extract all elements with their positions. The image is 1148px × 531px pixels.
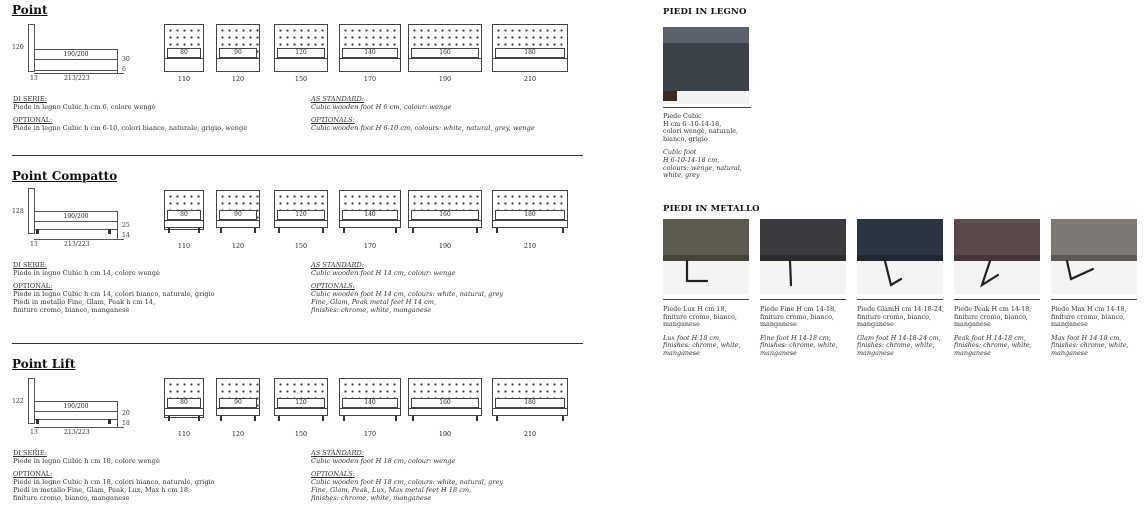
foot-left: [220, 416, 222, 421]
bed-base: [164, 220, 204, 228]
mattress-width-label: 80: [167, 398, 201, 408]
en-standard-text: Cubic wooden foot H 18 cm, colour: wenge: [311, 457, 456, 465]
metal-feet-title: PIEDI IN METALLO: [663, 204, 760, 214]
bed-base: [339, 58, 401, 72]
en-standard-text: Cubic wooden foot H 6 cm, colour: wenge: [311, 103, 452, 111]
english-specs: [311, 95, 601, 132]
en-optional-line: Fine, Glam, Peak metal feet H 14 cm,: [311, 298, 437, 306]
foot-right: [322, 416, 324, 421]
it-series-text: Piede in legno Cubic h cm 18, colore wengè: [13, 457, 160, 465]
caption-en-line: finishes: chrome, white,: [760, 341, 838, 350]
mattress-width-label: 140: [342, 48, 398, 58]
overall-width-label: 190: [438, 75, 452, 83]
mattress-width-label: 80: [167, 48, 201, 58]
en-optional-line: Cubic wooden foot H 18 cm, colours: white, natural, grey: [311, 478, 504, 486]
bed-base: [274, 408, 328, 416]
caption-en-line: manganese: [954, 348, 991, 357]
bed-front-view-90: [216, 24, 260, 83]
bed-base: [408, 408, 482, 416]
foot-left: [36, 419, 39, 424]
caption-en-line: finishes: chrome, white,: [954, 341, 1032, 350]
bed-front-view-90: [216, 190, 260, 250]
dimension-line: [117, 408, 118, 428]
en-optional-line: finishes: chrome, white, manganese: [311, 494, 432, 502]
bed-front-view-80: [164, 190, 204, 250]
sofa-base: [663, 43, 749, 91]
height-dimension: 122: [12, 398, 24, 405]
overall-width-label: 110: [177, 242, 191, 250]
italian-specs: [13, 261, 303, 314]
it-optional-line: Piede in legno Cubic h cm 6-10, colori bianco, naturale, grigio, wengè: [13, 124, 248, 132]
metal-foot-caption: [954, 306, 1046, 358]
english-specs: [311, 261, 601, 314]
metal-foot-caption: [1051, 306, 1143, 358]
metal-leg-icon: [1051, 219, 1137, 294]
side-view-diagram: [28, 378, 128, 428]
metal-leg-icon: [857, 219, 943, 294]
metal-foot-caption: [760, 306, 852, 358]
mattress-label: 190/200: [34, 211, 118, 222]
length-dimension: 213/223: [64, 241, 90, 248]
it-series-heading: DI SERIE:: [13, 449, 47, 457]
overall-width-label: 120: [231, 430, 245, 438]
overall-width-label: 190: [438, 242, 452, 250]
it-optional-heading: OPTIONAL:: [13, 116, 53, 124]
mattress-label: 190/200: [34, 49, 118, 60]
bed-front-view-140: [339, 378, 401, 438]
foot-left: [496, 228, 498, 233]
caption-en-line: Lux foot H 18 cm,: [663, 333, 722, 342]
caption-rule: [857, 299, 943, 300]
caption-en-line: Fine foot H 14-18 cm,: [760, 333, 831, 342]
caption-it-line: finiture cromo, bianco,: [954, 312, 1028, 321]
metal-foot-photo-3: [954, 219, 1040, 294]
foot-left: [412, 228, 414, 233]
frame-dimension: 25: [122, 222, 130, 229]
bed-base: [274, 220, 328, 228]
foot-left: [278, 416, 280, 421]
overall-width-label: 120: [231, 75, 245, 83]
caption-it-line: bianco, grigio: [663, 134, 708, 143]
it-series-text: Piede in legno Cubic h cm 14, colore wengè: [13, 269, 160, 277]
caption-it-line: finiture cromo, bianco,: [1051, 312, 1125, 321]
overall-width-label: 150: [294, 242, 308, 250]
foot-left: [496, 416, 498, 421]
caption-rule: [760, 299, 846, 300]
overall-width-label: 150: [294, 75, 308, 83]
foot-right: [395, 416, 397, 421]
caption-it-line: manganese: [954, 320, 991, 329]
it-optional-heading: OPTIONAL:: [13, 282, 53, 290]
length-dimension-line: [34, 427, 124, 428]
mattress-width-label: 180: [495, 210, 565, 220]
overall-width-label: 210: [523, 430, 537, 438]
foot-left: [343, 416, 345, 421]
en-optionals-heading: OPTIONALS:: [311, 116, 355, 124]
caption-it-line: Piede Cubic: [663, 112, 702, 120]
foot-left: [220, 228, 222, 233]
foot-right: [322, 228, 324, 233]
mattress-width-label: 140: [342, 398, 398, 408]
caption-en-line: manganese: [857, 348, 894, 357]
en-standard-heading: AS STANDARD:: [311, 95, 364, 103]
it-optional-line: finiture cromo, bianco, manganese: [13, 494, 130, 502]
foot-left: [412, 416, 414, 421]
bed-base: [164, 58, 204, 72]
overall-width-label: 110: [177, 75, 191, 83]
mattress-width-label: 80: [167, 210, 201, 220]
metal-leg-icon: [760, 219, 846, 294]
caption-it-line: manganese: [1051, 320, 1088, 329]
it-optional-line: Piedi in metallo Fine, Glam, Peak h cm 14,: [13, 298, 156, 306]
foot-offset-dimension: 13: [30, 75, 38, 82]
en-optional-line: Fine, Glam, Peak, Lux, Max metal feet H 18 cm,: [311, 486, 472, 494]
foot-offset-dimension: 13: [30, 241, 38, 248]
caption-rule: [663, 299, 749, 300]
foot-left: [343, 228, 345, 233]
overall-width-label: 170: [363, 242, 377, 250]
bed-base: [274, 58, 328, 72]
italian-specs: [13, 95, 303, 132]
bed-base: [216, 220, 260, 228]
metal-leg-icon: [663, 219, 749, 294]
height-dimension: 120: [12, 44, 24, 51]
foot-right: [395, 228, 397, 233]
mattress-width-label: 180: [495, 48, 565, 58]
caption-it-line: manganese: [857, 320, 894, 329]
mattress-label: 190/200: [34, 401, 118, 412]
bed-base: [492, 58, 568, 72]
bed-front-view-140: [339, 24, 401, 83]
dimension-line: [117, 220, 118, 240]
it-series-heading: DI SERIE:: [13, 95, 47, 103]
mattress-width-label: 160: [411, 398, 479, 408]
bed-frame-profile: [34, 221, 118, 230]
height-dimension: 128: [12, 208, 24, 215]
en-optional-line: finishes: chrome, white, manganese: [311, 306, 432, 314]
en-optional-line: Cubic wooden foot H 14 cm, colours: white, natural, grey: [311, 290, 504, 298]
bed-base: [164, 408, 204, 416]
bed-front-view-80: [164, 24, 204, 83]
mattress-width-label: 140: [342, 210, 398, 220]
bed-front-view-140: [339, 190, 401, 250]
caption-it-line: manganese: [663, 320, 700, 329]
foot-height-dimension: 6: [122, 66, 126, 73]
caption-it-line: finiture cromo, bianco,: [663, 312, 737, 321]
it-optional-line: Piede in legno Cubic h cm 14, colori bianco, naturale, grigio: [13, 290, 215, 298]
bed-base: [492, 408, 568, 416]
overall-width-label: 210: [523, 242, 537, 250]
overall-width-label: 110: [177, 430, 191, 438]
metal-foot-photo-2: [857, 219, 943, 294]
caption-en-line: manganese: [760, 348, 797, 357]
en-optional-line: Cubic wooden foot H 6-10 cm, colours: white, natural, grey, wenge: [311, 124, 535, 132]
section-title: Point Compatto: [12, 169, 118, 183]
wood-foot: [663, 91, 677, 101]
foot-right: [562, 228, 564, 233]
metal-leg-icon: [954, 219, 1040, 294]
bed-front-view-180: [492, 378, 568, 438]
wood-foot-caption: [663, 113, 758, 180]
side-view-diagram: [28, 188, 128, 238]
metal-foot-caption: [857, 306, 949, 358]
caption-it-line: Piede Peak H cm 14-18,: [954, 305, 1032, 313]
bed-base: [216, 408, 260, 416]
mattress-width-label: 90: [219, 48, 257, 58]
metal-foot-photo-1: [760, 219, 846, 294]
bed-frame-profile: [34, 411, 118, 420]
metal-foot-caption: [663, 306, 755, 358]
bed-frame-profile: [34, 59, 118, 71]
it-optional-line: Piede in legno Cubic h cm 18, colori bianco, naturale, grigio: [13, 478, 215, 486]
bed-base: [408, 58, 482, 72]
section-divider: [12, 155, 583, 156]
mattress-width-label: 90: [219, 398, 257, 408]
bed-front-view-80: [164, 378, 204, 438]
wood-foot-photo: [663, 27, 749, 104]
italian-specs: [13, 449, 303, 502]
mattress-width-label: 120: [277, 398, 325, 408]
overall-width-label: 190: [438, 430, 452, 438]
mattress-width-label: 120: [277, 210, 325, 220]
bed-front-view-160: [408, 24, 482, 83]
overall-width-label: 150: [294, 430, 308, 438]
caption-rule: [954, 299, 1040, 300]
section-divider: [12, 343, 583, 344]
bed-front-view-90: [216, 378, 260, 438]
foot-right: [108, 229, 111, 234]
foot-right: [476, 416, 478, 421]
foot-right: [254, 228, 256, 233]
bed-base: [492, 220, 568, 228]
foot-left: [278, 228, 280, 233]
foot-right: [198, 416, 200, 421]
mattress-width-label: 120: [277, 48, 325, 58]
metal-foot-photo-4: [1051, 219, 1137, 294]
length-dimension: 213/223: [64, 75, 90, 82]
foot-height-dimension: 18: [122, 420, 130, 427]
it-optional-line: finiture cromo, bianco, manganese: [13, 306, 130, 314]
bed-base: [339, 220, 401, 228]
wood-feet-title: PIEDI IN LEGNO: [663, 7, 747, 17]
caption-it-line: manganese: [760, 320, 797, 329]
foot-right: [254, 416, 256, 421]
section-title: Point Lift: [12, 357, 76, 371]
frame-dimension: 30: [122, 56, 130, 63]
it-optional-line: Piedi in metallo Fine, Glam, Peak, Lux, Max h cm 18,: [13, 486, 191, 494]
caption-it-line: finiture cromo, bianco,: [760, 312, 834, 321]
it-series-heading: DI SERIE:: [13, 261, 47, 269]
bed-front-view-120: [274, 24, 328, 83]
overall-width-label: 170: [363, 430, 377, 438]
caption-en-line: Cubic foot: [663, 148, 697, 157]
bed-front-view-120: [274, 190, 328, 250]
bed-front-view-180: [492, 190, 568, 250]
length-dimension-line: [34, 73, 124, 74]
caption-it-line: Piede Max H cm 14-18,: [1051, 305, 1127, 313]
caption-en-line: white, grey: [663, 171, 700, 180]
caption-it-line: finiture cromo, bianco,: [857, 312, 931, 321]
overall-width-label: 170: [363, 75, 377, 83]
length-dimension-line: [34, 239, 124, 240]
caption-en-line: colours: wenge, natural,: [663, 163, 742, 172]
en-standard-heading: AS STANDARD:: [311, 261, 364, 269]
foot-left: [168, 416, 170, 421]
mattress-width-label: 180: [495, 398, 565, 408]
it-optional-heading: OPTIONAL:: [13, 470, 53, 478]
caption-it-line: H cm 6 -10-14-18,: [663, 119, 722, 128]
caption-en-line: Peak foot H 14-18 cm,: [954, 333, 1026, 342]
frame-dimension: 20: [122, 410, 130, 417]
en-standard-heading: AS STANDARD:: [311, 449, 364, 457]
section-title: Point: [12, 3, 48, 17]
bed-base: [408, 220, 482, 228]
it-series-text: Piede in legno Cubic h cm 6, colore wengè: [13, 103, 156, 111]
foot-height-dimension: 14: [122, 232, 130, 239]
bed-front-view-160: [408, 190, 482, 250]
caption-it-line: Piede Lux H cm 18,: [663, 305, 727, 313]
bed-base: [216, 58, 260, 72]
mattress-width-label: 160: [411, 48, 479, 58]
dimension-line: [117, 54, 118, 74]
bed-front-view-160: [408, 378, 482, 438]
caption-it-line: colori wengè, naturale,: [663, 127, 739, 136]
caption-en-line: H 6-10-14-18 cm,: [663, 155, 720, 164]
bed-base: [339, 408, 401, 416]
caption-rule: [1051, 299, 1137, 300]
en-optionals-heading: OPTIONALS:: [311, 470, 355, 478]
foot-left: [168, 228, 170, 233]
caption-it-line: Piede GlamH cm 14-18-24,: [857, 305, 945, 313]
bed-front-view-180: [492, 24, 568, 83]
foot-right: [198, 228, 200, 233]
caption-en-line: finishes: chrome, white,: [857, 341, 935, 350]
caption-it-line: Piede Fine H cm 14-18,: [760, 305, 837, 313]
mattress-width-label: 90: [219, 210, 257, 220]
foot-left: [36, 229, 39, 234]
caption-rule: [663, 107, 751, 108]
bed-front-view-120: [274, 378, 328, 438]
caption-en-line: Glam foot H 14-18-24 cm,: [857, 333, 941, 342]
caption-en-line: manganese: [1051, 348, 1088, 357]
caption-en-line: Max foot H 14-18 cm,: [1051, 333, 1122, 342]
foot-right: [476, 228, 478, 233]
overall-width-label: 210: [523, 75, 537, 83]
side-view-diagram: [28, 24, 128, 74]
foot-right: [562, 416, 564, 421]
english-specs: [311, 449, 601, 502]
caption-en-line: manganese: [663, 348, 700, 357]
caption-en-line: finishes: chrome, white,: [1051, 341, 1129, 350]
foot-offset-dimension: 13: [30, 429, 38, 436]
en-optionals-heading: OPTIONALS:: [311, 282, 355, 290]
length-dimension: 213/223: [64, 429, 90, 436]
foot-right: [108, 419, 111, 424]
overall-width-label: 120: [231, 242, 245, 250]
caption-en-line: finishes: chrome, white,: [663, 341, 741, 350]
en-standard-text: Cubic wooden foot H 14 cm, colour: wenge: [311, 269, 456, 277]
mattress-width-label: 160: [411, 210, 479, 220]
metal-foot-photo-0: [663, 219, 749, 294]
